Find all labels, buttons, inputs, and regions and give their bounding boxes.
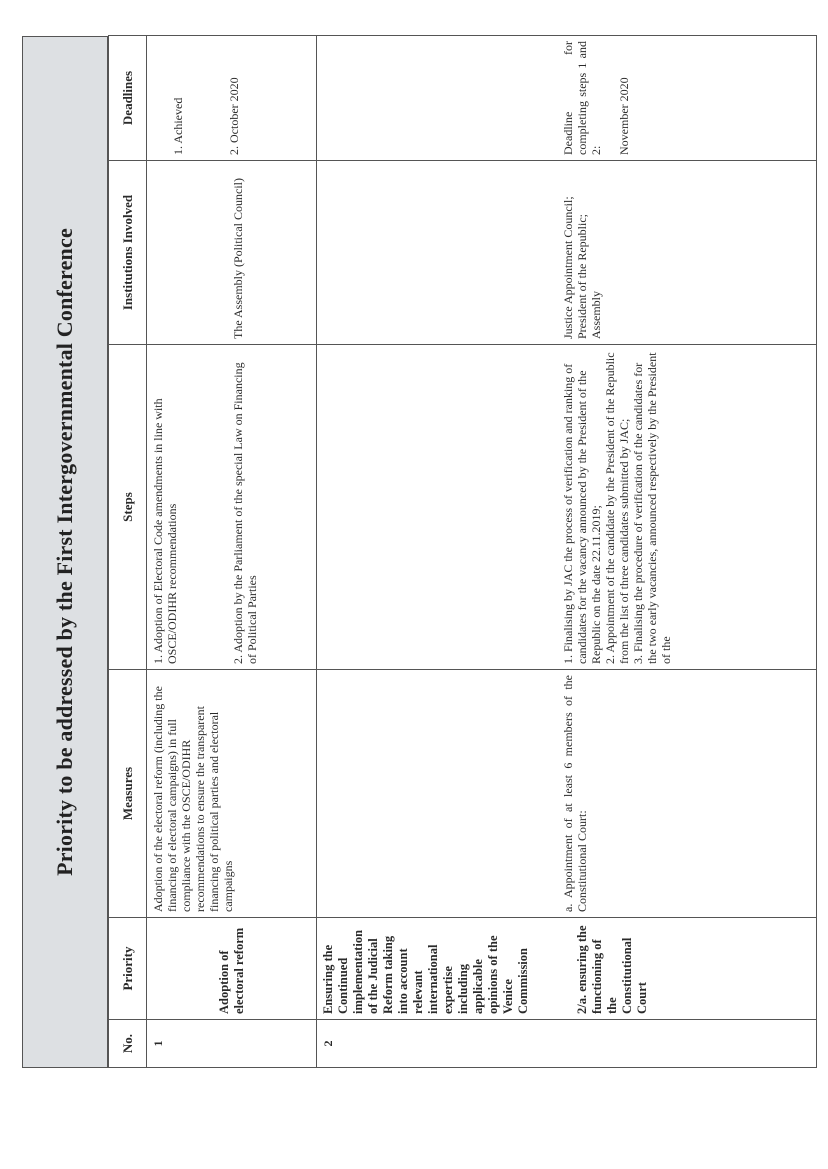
header-deadlines: Deadlines xyxy=(109,36,147,161)
steps-cell xyxy=(147,345,317,670)
header-row xyxy=(109,36,147,1068)
header-measures: Measures xyxy=(109,670,147,918)
header-institutions: Institutions Involved xyxy=(109,161,147,345)
measure-text: a. Appointment of at least 6 members of the Constitutional Court: xyxy=(561,675,589,912)
priority-cell xyxy=(317,918,817,1020)
deadline-text: 2. October 2020 xyxy=(227,77,241,155)
deadlines-cell xyxy=(317,36,817,161)
row-number: 2 xyxy=(317,1020,817,1068)
sub-priority-text: 2/a. ensuring the functioning of the Constitutional Court xyxy=(575,925,649,1014)
deadline-text: November 2020 xyxy=(617,77,631,155)
deadline-text: Deadline for completing steps 1 and 2: xyxy=(561,41,603,155)
measures-cell: Adoption of the electoral reform (including the financing of electoral campaigns) in full compliance with the OSCE/ODIHR recommendations to ensure the transparent financing of political parties and electoral campaigns xyxy=(147,670,317,918)
measures-cell xyxy=(317,670,817,918)
institution-text: The Assembly (Political Council) xyxy=(231,178,245,339)
table-row xyxy=(317,36,817,1068)
steps-cell xyxy=(317,345,817,670)
priority-cell: Adoption of electoral reform xyxy=(147,918,317,1020)
steps-text: 1. Finalising by JAC the process of verification and ranking of candidates for the vacancy announced by the President of the Republic on the date 22.11.2019; 2. Appointment of the candidate by the President of the Republic from the list of three candidates submitted by JAC; 3. Finalising the procedure of verification of the candidates for the two early vacancies, announced respectively by the President of the xyxy=(561,352,673,664)
deadline-text: 1. Achieved xyxy=(171,97,185,155)
header-priority: Priority xyxy=(109,918,147,1020)
row-number: 1 xyxy=(147,1020,317,1068)
header-no: No. xyxy=(109,1020,147,1068)
rotated-page xyxy=(22,36,817,1068)
step-text: 1. Adoption of Electoral Code amendments in line with OSCE/ODIHR recommendations xyxy=(151,398,179,664)
priority-text: Ensuring the Continued implementation of the Judicial Reform taking into account relevant international expertise including applicable opinions of the Venice Commission xyxy=(321,929,530,1014)
institutions-cell xyxy=(147,161,317,345)
page-title: Priority to be addressed by the First Intergovernmental Conference xyxy=(52,228,77,876)
deadlines-cell xyxy=(147,36,317,161)
priority-table xyxy=(108,35,817,1068)
table-row xyxy=(147,36,317,1068)
institution-text: Justice Appointment Council; President of the Republic; Assembly xyxy=(561,196,603,339)
step-text: 2. Adoption by the Parliament of the special Law on Financing of Political Parties xyxy=(231,362,259,664)
header-steps: Steps xyxy=(109,345,147,670)
institutions-cell xyxy=(317,161,817,345)
title-band xyxy=(22,36,108,1068)
